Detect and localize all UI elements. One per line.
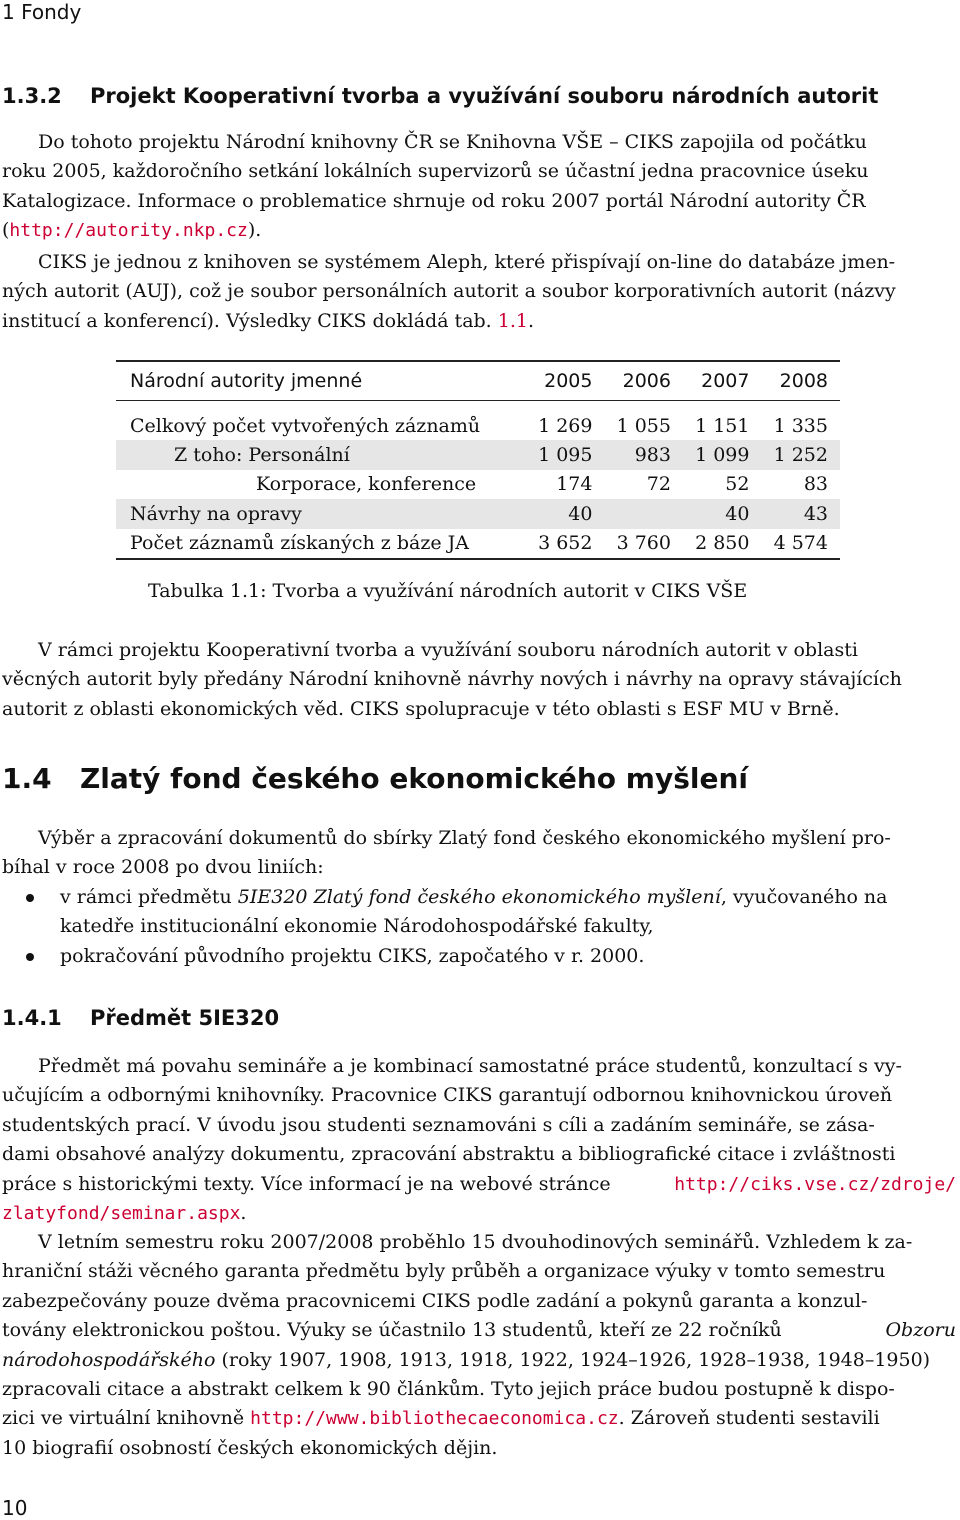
section-heading-1-4-1	[2, 1006, 279, 1030]
table-cell: 983	[604, 440, 683, 469]
table-cell: 43	[761, 499, 840, 528]
text-line: V letním semestru roku 2007/2008 proběhlo 15 dvouhodinových seminářů. Vzhledem k za-	[38, 1231, 913, 1253]
text-line: pokračování původního projektu CIKS, započatého v r. 2000.	[60, 944, 645, 967]
authority-table	[116, 360, 840, 560]
table-header-cell: Národní autority jmenné	[116, 361, 526, 401]
section-title: Zlatý fond českého ekonomického myšlení	[80, 762, 748, 795]
section-number: 1.3.2	[2, 84, 62, 108]
table-cell: 2 850	[683, 529, 762, 559]
text-line	[60, 883, 956, 912]
text-line: ných autorit (AUJ), což je soubor personálních autorit a soubor korporativních autorit (názvy	[2, 280, 896, 303]
seminar-link-continued[interactable]: zlatyfond/seminar.aspx	[2, 1202, 241, 1224]
bullet-icon	[26, 894, 34, 902]
table-header-cell: 2005	[526, 361, 605, 401]
paragraph-ciks-aleph	[2, 248, 956, 336]
table-cell: 3 760	[604, 529, 683, 559]
text: práce s historickými texty. Více informací je na webové stránce	[2, 1172, 611, 1195]
table-reference-link[interactable]: 1.1	[497, 309, 528, 332]
table-cell: 1 099	[683, 440, 762, 469]
journal-name: národohospodářského	[2, 1348, 216, 1371]
text-line: věcných autorit byly předány Národní knihovně návrhy nových i návrhy na opravy stávajících	[2, 668, 902, 691]
paragraph-semester	[2, 1228, 956, 1463]
table-row	[116, 499, 840, 528]
text-line: Katalogizace. Informace o problematice shrnuje od roku 2007 portál Národní autority ČR	[2, 189, 866, 212]
text-line: Předmět má povahu semináře a je kombinací samostatné práce studentů, konzultací s vy-	[38, 1055, 902, 1077]
section-title: Projekt Kooperativní tvorba a využívání souboru národních autorit	[90, 84, 879, 108]
text-line: zpracovali citace a abstrakt celkem k 90 článkům. Tyto jejich práce budou postupně k dispo-	[2, 1377, 895, 1400]
table-row	[116, 529, 840, 559]
page-number: 10	[2, 1496, 28, 1520]
table-header-row	[116, 361, 840, 401]
text: institucí a konferencí). Výsledky CIKS dokládá tab.	[2, 309, 498, 332]
table-cell: 4 574	[761, 529, 840, 559]
text-line	[2, 1199, 956, 1228]
paragraph-intro	[2, 128, 956, 246]
table-header-cell: 2008	[761, 361, 840, 401]
table-cell: Počet záznamů získaných z báze JA	[116, 529, 526, 559]
bibliotheca-link[interactable]: http://www.bibliothecaeconomica.cz	[250, 1408, 619, 1430]
table-cell: 1 252	[761, 440, 840, 469]
text: , vyučovaného na	[720, 886, 888, 908]
text-line	[2, 1404, 956, 1433]
text: . Zároveň studenti sestavili	[618, 1407, 880, 1430]
text-line	[2, 1346, 956, 1375]
text-line: studentských prací. V úvodu jsou studenti seznamováni s cíli a zadáním semináře, se zása-	[2, 1113, 875, 1136]
section-title: Předmět 5IE320	[90, 1006, 280, 1030]
text-line: Do tohoto projektu Národní knihovny ČR se Knihovna VŠE – CIKS zapojila od počátku	[38, 131, 867, 153]
text-line	[2, 216, 956, 245]
bullet-icon	[26, 953, 34, 961]
paragraph-project	[2, 636, 956, 724]
text-line: CIKS je jednou z knihoven se systémem Aleph, které přispívají on-line do databáze jmen-	[38, 251, 896, 273]
table-cell: 174	[556, 473, 593, 496]
table-spacer	[116, 401, 840, 412]
table-cell: 1 151	[695, 414, 750, 437]
paragraph-golden-fund	[2, 824, 956, 883]
paren: ).	[247, 219, 262, 242]
table-cell: 1 269	[538, 414, 593, 437]
text: (roky 1907, 1908, 1913, 1918, 1922, 1924–1926, 1928–1938, 1948–1950)	[215, 1348, 931, 1371]
section-heading-1-3-2	[2, 84, 878, 108]
table-row	[116, 411, 840, 440]
table-cell: 52	[725, 473, 750, 496]
list-item	[2, 883, 956, 942]
running-header: 1 Fondy	[2, 0, 82, 24]
text: .	[527, 309, 535, 332]
table-cell: Celkový počet vytvořených záznamů	[130, 414, 481, 437]
table-cell: Z toho: Personální	[116, 440, 526, 469]
text-line: V rámci projektu Kooperativní tvorba a využívání souboru národních autorit v oblasti	[38, 639, 858, 661]
text-line: autorit z oblasti ekonomických věd. CIKS spolupracuje v této oblasti s ESF MU v Brně.	[2, 697, 840, 720]
text-line	[2, 1316, 956, 1345]
table-row	[116, 440, 840, 469]
list-item	[2, 942, 956, 971]
bullet-list	[2, 883, 956, 971]
text: .	[240, 1201, 247, 1224]
table-row	[116, 470, 840, 499]
table-cell: 40	[683, 499, 762, 528]
table-header-cell: 2006	[604, 361, 683, 401]
text-line: bíhal v roce 2008 po dvou liniích:	[2, 856, 324, 879]
section-heading-1-4	[2, 762, 748, 795]
seminar-link[interactable]: http://ciks.vse.cz/zdroje/	[674, 1173, 956, 1195]
autority-link[interactable]: http://autority.nkp.cz	[9, 220, 248, 242]
table-cell: 83	[803, 473, 828, 496]
table-cell: 3 652	[526, 529, 605, 559]
text-line: roku 2005, každoročního setkání lokálních supervizorů se účastní jedna pracovnice úseku	[2, 160, 869, 183]
paragraph-course	[2, 1052, 956, 1228]
text-line: hraniční stáži věcného garanta předmětu byly průběh a organizace výuky v tomto semestru	[2, 1260, 886, 1283]
table-cell: 72	[646, 473, 671, 496]
table-cell: Korporace, konference	[256, 473, 477, 496]
text-line	[2, 307, 956, 336]
text: továny elektronickou poštou. Výuky se účastnilo 13 studentů, kteří ze 22 ročníků	[2, 1319, 782, 1342]
table-cell	[604, 499, 683, 528]
text-line: zabezpečovány pouze dvěma pracovnicemi CIKS podle zadání a pokynů garanta a konzul-	[2, 1289, 868, 1312]
table-cell: 1 055	[616, 414, 671, 437]
table-cell: Návrhy na opravy	[116, 499, 526, 528]
text: v rámci předmětu	[60, 886, 238, 908]
text-line: dami obsahové analýzy dokumentu, zpracování abstraktu a bibliografické citace i zvláštnosti	[2, 1143, 896, 1166]
table-cell: 1 095	[526, 440, 605, 469]
table-cell: 1 335	[773, 414, 828, 437]
text-line	[2, 1170, 956, 1199]
text-line: učujícím a odbornými knihovníky. Pracovnice CIKS garantují odbornou knihovnickou úroveň	[2, 1084, 893, 1107]
paren: (	[2, 219, 10, 242]
text: zici ve virtuální knihovně	[2, 1407, 251, 1430]
table-caption: Tabulka 1.1: Tvorba a využívání národních autorit v CIKS VŠE	[148, 580, 748, 602]
section-number: 1.4	[2, 762, 52, 795]
course-name: 5IE320 Zlatý fond českého ekonomického myšlení	[237, 886, 721, 908]
text-line: 10 biografií osobností českých ekonomických dějin.	[2, 1436, 498, 1459]
table-cell: 40	[526, 499, 605, 528]
text-line: Výběr a zpracování dokumentů do sbírky Zlatý fond českého ekonomického myšlení pro-	[38, 827, 891, 849]
table-header-cell: 2007	[683, 361, 762, 401]
section-number: 1.4.1	[2, 1006, 62, 1030]
journal-name: Obzoru	[885, 1319, 956, 1342]
text-line: katedře institucionální ekonomie Národohospodářské fakulty,	[60, 915, 654, 938]
